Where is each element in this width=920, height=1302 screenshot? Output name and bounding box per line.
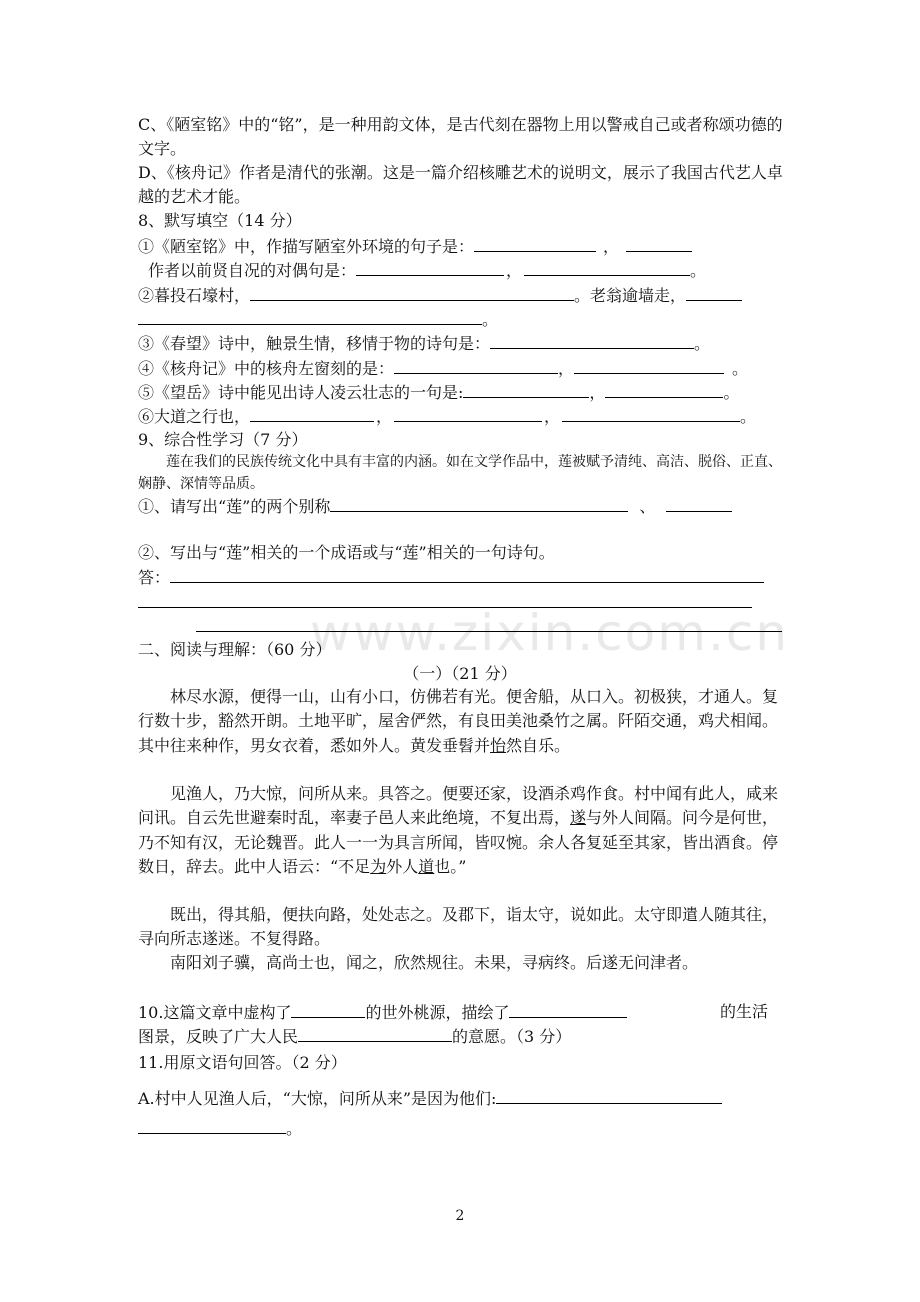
answer-line[interactable] (138, 607, 752, 608)
passage-paragraph-1 (138, 685, 784, 758)
answer-blank[interactable] (138, 1116, 286, 1134)
comma: ， (558, 359, 575, 378)
comma: ， (603, 237, 620, 256)
answer-blank[interactable] (626, 234, 692, 252)
q8-item-5-text: ⑤《望岳》诗中能见出诗人凌云壮志的一句是: (138, 383, 464, 402)
q11-item-a-text: A.村中人见渔人后，“大惊，问所从来”是因为他们: (138, 1089, 497, 1108)
answer-blank[interactable] (605, 380, 723, 398)
q10-text: 的生活 (720, 1002, 769, 1021)
comma: ， (376, 407, 393, 426)
answer-blank[interactable] (138, 307, 482, 325)
period: 。 (482, 310, 499, 329)
q8-item-3 (138, 331, 710, 356)
q8-item-1a (138, 234, 692, 259)
q8-item-6-text: ⑥大道之行也， (138, 407, 251, 426)
q8-item-4-text: ④《核舟记》中的核舟左窗刻的是： (138, 359, 395, 378)
answer-blank[interactable] (524, 258, 690, 276)
answer-blank[interactable] (666, 494, 732, 512)
answer-blank[interactable] (250, 283, 574, 301)
q9-item-2: ②、写出与“莲”相关的一个成语或与“莲”相关的一句诗句。 (138, 543, 555, 562)
period: 。 (694, 334, 711, 353)
comma: ， (589, 383, 606, 402)
passage-text: 林尽水源，便得一山，山有小口，仿佛若有光。便舍船，从口入。初极狭，才通人。复行数十步，豁然开朗。土地平旷，屋舍俨然，有良田美池桑竹之属。阡陌交通，鸡犬相闻。其中往来种作，男女衣着，悉如外人。黄发垂髫并 (138, 687, 779, 755)
q9-item-1-text: ①、请写出“莲”的两个别称 (138, 497, 331, 516)
q9-item-1 (138, 494, 732, 519)
passage-paragraph-2 (138, 782, 784, 879)
passage-paragraph-3: 既出，得其船，便扶向路，处处志之。及郡下，诣太守，说如此。太守即遣人随其往，寻向所志遂迷。不复得路。 (138, 905, 779, 949)
answer-blank[interactable] (394, 404, 542, 422)
section-2-title: 二、阅读与理解：（60 分） (138, 640, 332, 659)
passage-text: 与外人间隔。问今是何世，乃不知有汉，无论魏晋。此人一一为具言所闻，皆叹惋。余人各复延至其家，皆出酒食。停数日，辞去。此中人语云：“不足 (138, 808, 779, 876)
period: 。 (740, 407, 757, 426)
q8-item-4 (138, 356, 748, 381)
answer-blank[interactable] (291, 1000, 365, 1018)
q8-item-2a (138, 283, 742, 308)
underlined-word: 遂 (570, 808, 587, 828)
passage-paragraph-4: 南阳刘子骥，高尚士也，闻之，欣然规往。未果，寻病终。后遂无问津者。 (170, 953, 699, 972)
q8-title: 8、默写填空（14 分） (138, 211, 302, 230)
q8-item-1b (148, 258, 706, 283)
period: 。 (286, 1119, 303, 1138)
q10-text: 10.这篇文章中虚构了 (138, 1003, 292, 1022)
q8-item-5 (138, 380, 739, 405)
passage-text: 也。” (434, 856, 467, 876)
q10-line-3 (138, 1024, 571, 1049)
answer-blank[interactable] (574, 356, 724, 374)
answer-blank[interactable] (562, 404, 740, 422)
q9-answer-label: 答： (138, 568, 171, 587)
period: 。 (690, 261, 707, 280)
q9-title: 9、综合性学习（7 分） (138, 430, 308, 449)
q10-text: 的意愿。（3 分） (452, 1027, 572, 1046)
q7-option-d: D、《核舟记》作者是清代的张潮。这是一篇介绍核雕艺术的说明文，展示了我国古代艺人卓越的艺术才能。 (138, 163, 783, 207)
comma: ， (506, 261, 523, 280)
dun-mark: 、 (639, 497, 656, 516)
q8-item-3-text: ③《春望》诗中，触景生情，移情于物的诗句是： (138, 334, 491, 353)
q8-item-6 (138, 404, 756, 429)
q9-intro: 莲在我们的民族传统文化中具有丰富的内涵。如在文学作品中，莲被赋予清纯、高洁、脱俗、正直、娴静、深情等品质。 (138, 454, 782, 492)
underlined-word: 怡 (490, 735, 507, 755)
page-number: 2 (455, 1208, 465, 1224)
answer-blank[interactable] (463, 380, 589, 398)
answer-blank[interactable] (496, 1086, 722, 1104)
q8-item-1b-text: 作者以前贤自况的对偶句是： (148, 261, 357, 280)
q11-item-a (138, 1086, 722, 1111)
underlined-word: 道 (418, 856, 435, 876)
section-2-subtitle: （一）（21 分） (403, 664, 517, 683)
q9-answer (138, 565, 764, 590)
q11-title: 11.用原文语句回答。（2 分） (138, 1053, 347, 1072)
q8-item-2a-text: ②暮投石壕村， (138, 286, 251, 305)
period: 。 (723, 383, 740, 402)
answer-blank[interactable] (509, 1000, 627, 1018)
q8-item-2b-text: 。老翁逾墙走， (574, 286, 687, 305)
answer-blank[interactable] (474, 234, 596, 252)
passage-text: 外人 (386, 856, 419, 876)
answer-blank[interactable] (356, 258, 504, 276)
passage-text: 见渔人，乃大惊，问所从来。具答之。便要还家，设酒杀鸡作食。村中闻有此人，咸来问讯。自云先世避秦时乱，率妻子邑人来此绝境，不复出焉， (138, 784, 779, 828)
q7-option-c: C、《陋室铭》中的“铭”，是一种用韵文体，是古代刻在器物上用以警戒自己或者称颂功德的文字。 (138, 115, 783, 159)
q8-item-2c (138, 307, 498, 332)
answer-blank[interactable] (686, 283, 742, 301)
q10-text: 的世外桃源，描绘了 (365, 1003, 510, 1022)
answer-blank[interactable] (298, 1024, 452, 1042)
q10-line-1 (138, 1000, 627, 1025)
answer-blank[interactable] (490, 331, 694, 349)
comma: ， (544, 407, 561, 426)
answer-blank[interactable] (170, 565, 764, 583)
watermark: www.zixin.com.cn (310, 604, 790, 662)
answer-line[interactable] (196, 631, 782, 632)
passage-text: 然自乐。 (506, 735, 571, 755)
answer-blank[interactable] (330, 494, 628, 512)
period: 。 (732, 359, 749, 378)
q10-text: 图景，反映了广大人民 (138, 1027, 299, 1046)
q8-item-1a-text: ①《陋室铭》中，作描写陋室外环境的句子是： (138, 237, 475, 256)
q11-item-a-cont (138, 1116, 302, 1141)
underlined-word: 为 (370, 856, 387, 876)
answer-blank[interactable] (394, 356, 558, 374)
answer-blank[interactable] (250, 404, 374, 422)
